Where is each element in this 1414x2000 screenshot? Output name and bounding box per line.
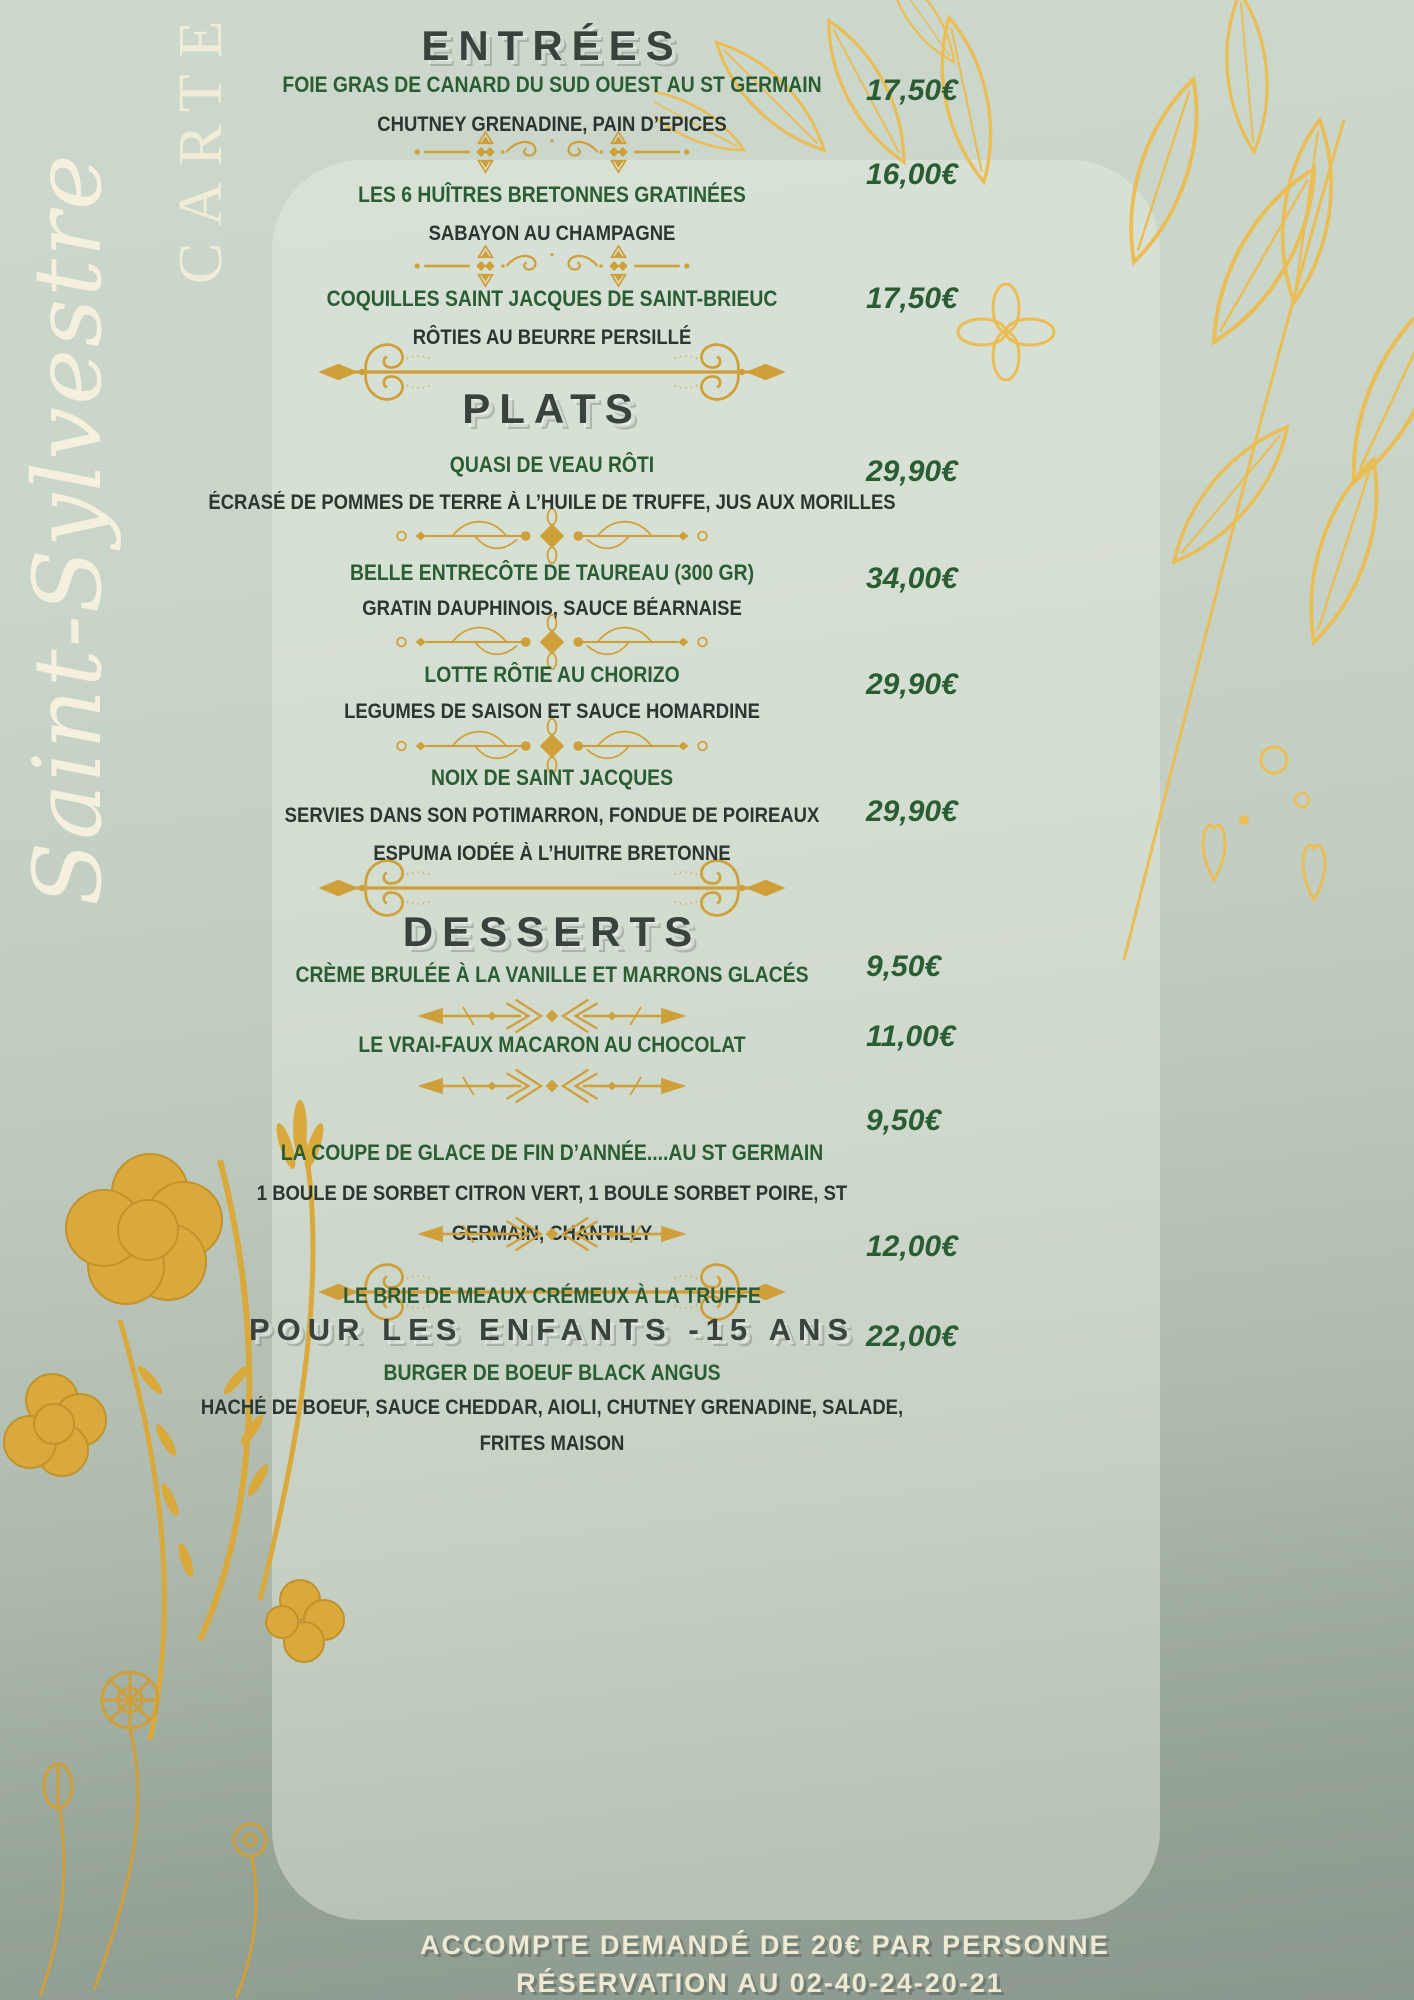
dish-description: ESPUMA IODÉE À L’HUITRE BRETONNE xyxy=(373,842,731,865)
dish-description: GRATIN DAUPHINOIS, SAUCE BÉARNAISE xyxy=(362,597,742,620)
dish-name: QUASI DE VEAU RÔTI xyxy=(449,452,655,477)
dish-price: 11,00€ xyxy=(866,1020,956,1053)
dish-description: SERVIES DANS SON POTIMARRON, FONDUE DE POIREAUX xyxy=(284,804,820,827)
dish-price: 34,00€ xyxy=(866,562,958,595)
feather-arrow-divider-icon xyxy=(412,1066,692,1106)
section-title-plats: PLATS xyxy=(462,385,642,432)
dish-name: COQUILLES SAINT JACQUES DE SAINT-BRIEUC xyxy=(326,286,778,311)
feather-arrow-divider-icon xyxy=(412,996,692,1036)
dish-price: 29,90€ xyxy=(866,455,958,488)
dish-price: 9,50€ xyxy=(866,1104,942,1137)
footer-reservation-phone: RÉSERVATION AU 02-40-24-20-21 xyxy=(516,1968,1004,1998)
dish-price: 22,00€ xyxy=(866,1320,958,1353)
side-carte-label: CARTE xyxy=(167,4,235,284)
dish-price: 9,50€ xyxy=(866,950,942,983)
dish-price: 12,00€ xyxy=(866,1230,958,1263)
dish-name: LOTTE RÔTIE AU CHORIZO xyxy=(424,662,680,687)
footer-deposit-note: ACCOMPTE DEMANDÉ DE 20€ PAR PERSONNE xyxy=(420,1930,1110,1960)
dish-name: LE BRIE DE MEAUX CRÉMEUX À LA TRUFFE xyxy=(343,1283,761,1308)
dish-description: LEGUMES DE SAISON ET SAUCE HOMARDINE xyxy=(344,700,760,723)
dish-name: BURGER DE BOEUF BLACK ANGUS xyxy=(383,1360,721,1385)
section-title-entrees: ENTRÉES xyxy=(421,22,683,69)
dish-name: CRÈME BRULÉE À LA VANILLE ET MARRONS GLACÉS xyxy=(295,962,809,987)
dish-description: FRITES MAISON xyxy=(479,1432,625,1455)
dish-name: FOIE GRAS DE CANARD DU SUD OUEST AU ST GERMAIN xyxy=(282,72,822,97)
dish-price: 17,50€ xyxy=(866,74,958,107)
dish-description: RÔTIES AU BEURRE PERSILLÉ xyxy=(412,326,692,349)
dish-description: 1 BOULE DE SORBET CITRON VERT, 1 BOULE SORBET POIRE, ST xyxy=(256,1182,848,1205)
side-script-title: Saint-Sylvestre xyxy=(14,152,123,906)
dish-description: ÉCRASÉ DE POMMES DE TERRE À L’HUILE DE TRUFFE, JUS AUX MORILLES xyxy=(208,491,896,514)
dish-name: LE VRAI-FAUX MACARON AU CHOCOLAT xyxy=(358,1032,746,1057)
dish-name: BELLE ENTRECÔTE DE TAUREAU (300 GR) xyxy=(349,560,755,585)
feather-arrow-divider-icon xyxy=(412,1214,692,1254)
section-title-desserts: DESSERTS xyxy=(402,908,702,955)
section-title-enfants: POUR LES ENFANTS -15 ANS xyxy=(248,1312,856,1347)
swirl-divider-icon xyxy=(382,508,722,564)
arrow-swirl-divider-icon xyxy=(412,240,692,292)
dish-price: 29,90€ xyxy=(866,668,958,701)
dish-description: CHUTNEY GRENADINE, PAIN D’EPICES xyxy=(377,113,727,136)
dish-description: HACHÉ DE BOEUF, SAUCE CHEDDAR, AIOLI, CHUTNEY GRENADINE, SALADE, xyxy=(200,1396,904,1419)
dish-price: 17,50€ xyxy=(866,282,958,315)
dish-name: LES 6 HUÎTRES BRETONNES GRATINÉES xyxy=(358,182,746,207)
dish-description: SABAYON AU CHAMPAGNE xyxy=(428,222,676,245)
dish-name: LA COUPE DE GLACE DE FIN D’ANNÉE....AU ST GERMAIN xyxy=(280,1140,824,1165)
dish-price: 29,90€ xyxy=(866,795,958,828)
dish-price: 16,00€ xyxy=(866,158,958,191)
dish-name: NOIX DE SAINT JACQUES xyxy=(430,765,674,790)
